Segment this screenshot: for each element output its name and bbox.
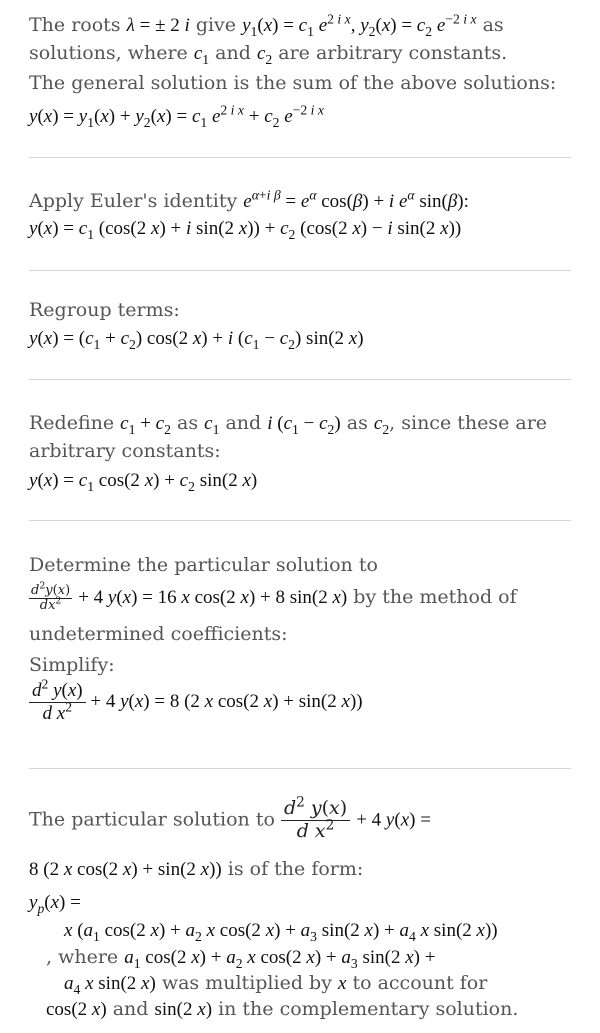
step-divider — [29, 270, 571, 271]
euler-equation: $y(x) = c_1$ (cos(2 x) + i sin(2 $x)) + c_2$ (cos(2 x) − i sin(2 x)) — [29, 218, 462, 242]
step-divider — [29, 768, 571, 769]
step-roots-line-3: The general solution is the sum of the above solutions: — [29, 72, 557, 94]
simplify-label: Simplify: — [29, 654, 115, 676]
step-euler-line-1: Apply Euler's identity $e^{\alpha+i \beta} = e^\alpha$ cos(β) + i $e^\alpha$ sin(β): — [29, 187, 469, 212]
derivative-fraction-small: $\frac{d^2y(x)}{dx^2}$ — [31, 580, 71, 613]
step-particular-line-1: Determine the particular solution to — [29, 554, 378, 576]
step-divider — [29, 379, 571, 380]
step-redefine-line-2: arbitrary constants: — [29, 440, 221, 462]
step-regroup-title: Regroup terms: — [29, 299, 180, 321]
regroup-equation: $y(x) = (c_1 + c_2)$ cos(2 x) + i $(c_1 - c_2)$ sin(2 x) — [29, 328, 364, 352]
step-divider — [29, 157, 571, 158]
simplified-ode: $\frac{d^2 y(x)}{d x^2}$ + 4 y(x) = 8 (2 x cos(2 x) + sin(2 x)) — [29, 680, 363, 725]
step-roots-line-1: The roots λ = ± 2 i give $y_1(x) = c_1$ $e^{2 i x}$, $y_2(x) = c_2$ $e^{-2 i x}$ as — [29, 11, 504, 39]
step-roots-line-2: solutions, where $c_1$ and $c_2$ are arbitrary constants. — [29, 42, 508, 67]
step-divider — [29, 520, 571, 521]
step-form-line-1: The particular solution to $\frac{d^2 y(x)}{d x^2}$ + 4 y(x) = — [29, 794, 431, 842]
derivative-fraction: $\frac{d^2 y(x)}{d x^2}$ — [29, 680, 86, 725]
derivative-fraction: $\frac{d^2 y(x)}{d x^2}$ — [281, 798, 350, 843]
general-solution-equation: $y(x) = y_1(x) + y_2(x) = c_1$ $e^{2 i x} + c_2$ $e^{-2 i x}$ — [29, 102, 324, 130]
step-redefine-line-1: Redefine $c_1 + c_2$ as $c_1$ and i $(c_1 - c_2)$ as $c_2$, since these are — [29, 412, 548, 437]
step-form-note-3: cos(2 x) and sin(2 x) in the complementary solution. — [46, 998, 519, 1020]
step-particular-line-3: undetermined coefficients: — [29, 623, 288, 645]
step-form-note-2: $a_4$ x sin(2 x) was multiplied by x to account for — [64, 972, 488, 997]
particular-form-expression: x ($a_1$ cos(2 $x) + a_2$ x cos(2 $x) + a_3$ sin(2 $x) + a_4$ x sin(2 x)) — [64, 920, 498, 944]
redefined-solution: $y(x) = c_1$ cos(2 $x) + c_2$ sin(2 x) — [29, 470, 258, 494]
step-particular-ode: $\frac{d^2y(x)}{dx^2}$ + 4 y(x) = 16 x cos(2 x) + 8 sin(2 x) by the method of — [31, 580, 517, 613]
step-form-note-1: , where $a_1$ cos(2 $x) + a_2$ x cos(2 $x) + a_3$ sin(2 x) + — [46, 946, 436, 971]
step-form-line-2: 8 (2 x cos(2 x) + sin(2 x)) is of the form: — [29, 858, 364, 880]
particular-form-label: $y_p(x)$ = — [29, 892, 81, 916]
